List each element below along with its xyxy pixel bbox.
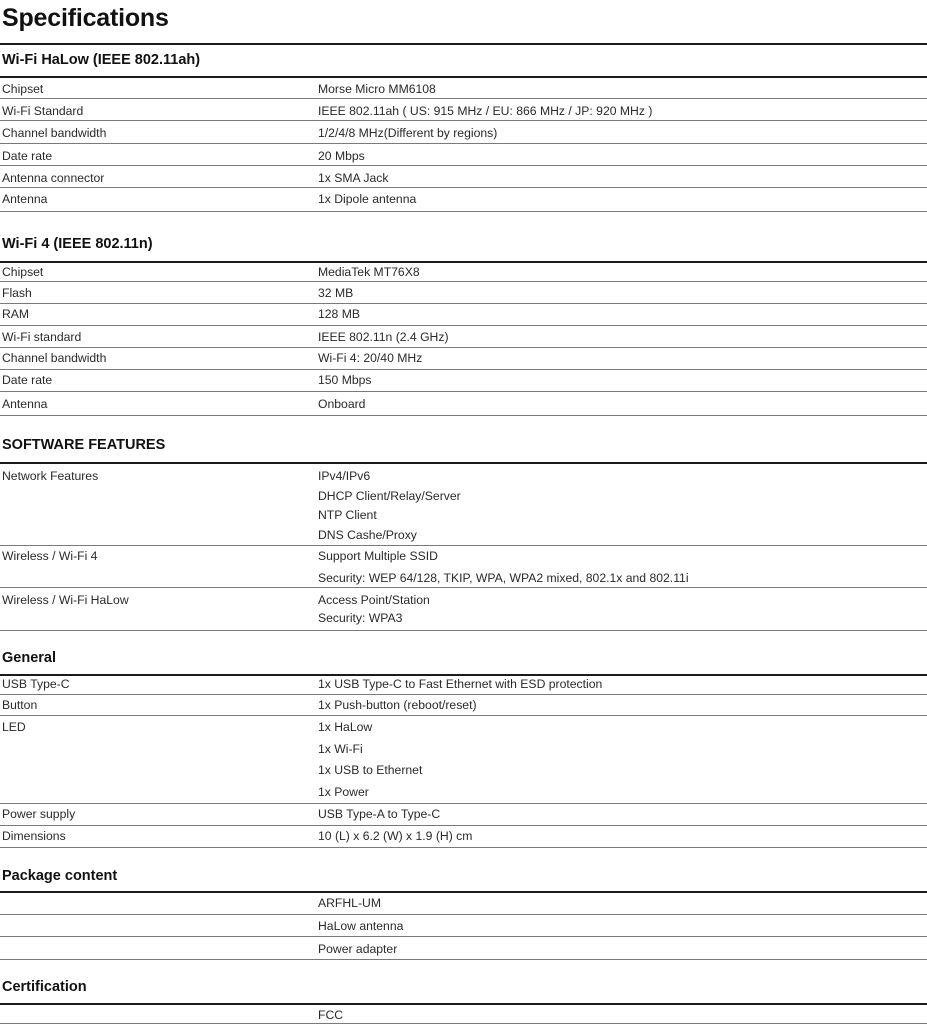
row-divider <box>0 803 927 804</box>
spec-value: NTP Client <box>318 508 377 522</box>
spec-value: 1x Wi-Fi <box>318 742 363 756</box>
spec-value: HaLow antenna <box>318 919 404 933</box>
spec-value: 1x Push-button (reboot/reset) <box>318 698 477 712</box>
spec-value: 20 Mbps <box>318 149 365 163</box>
section-heading-general: General <box>2 650 56 666</box>
spec-value: 10 (L) x 6.2 (W) x 1.9 (H) cm <box>318 829 473 843</box>
spec-label: LED <box>2 720 26 734</box>
spec-label: USB Type-C <box>2 677 70 691</box>
spec-label: Channel bandwidth <box>2 126 107 140</box>
row-divider <box>0 847 927 848</box>
spec-value: 1x HaLow <box>318 720 373 734</box>
row-divider <box>0 325 927 326</box>
spec-value: ARFHL-UM <box>318 896 381 910</box>
row-divider <box>0 545 927 546</box>
row-divider <box>0 630 927 631</box>
row-divider <box>0 391 927 392</box>
spec-label: RAM <box>2 307 30 321</box>
spec-value: IPv4/IPv6 <box>318 469 371 483</box>
section-divider <box>0 891 927 893</box>
spec-label: Chipset <box>2 82 44 96</box>
row-divider <box>0 165 927 166</box>
spec-value: DNS Cashe/Proxy <box>318 528 417 542</box>
spec-value: Security: WPA3 <box>318 611 403 625</box>
section-divider <box>0 76 927 78</box>
spec-label: Button <box>2 698 38 712</box>
row-divider <box>0 587 927 588</box>
section-divider <box>0 1003 927 1005</box>
spec-label: Network Features <box>2 469 99 483</box>
spec-value: 1x SMA Jack <box>318 171 389 185</box>
row-divider <box>0 303 927 304</box>
spec-value: Wi-Fi 4: 20/40 MHz <box>318 351 423 365</box>
spec-value: Access Point/Station <box>318 593 430 607</box>
spec-value: 32 MB <box>318 286 354 300</box>
spec-value: Security: WEP 64/128, TKIP, WPA, WPA2 mixed, 802.1x and 802.11i <box>318 571 689 585</box>
spec-value: IEEE 802.11n (2.4 GHz) <box>318 330 449 344</box>
title-divider <box>0 43 927 45</box>
spec-value: Morse Micro MM6108 <box>318 82 436 96</box>
spec-label: Wi-Fi standard <box>2 330 82 344</box>
spec-label: Wireless / Wi-Fi HaLow <box>2 593 129 607</box>
spec-value: 1x USB to Ethernet <box>318 763 423 777</box>
spec-value: IEEE 802.11ah ( US: 915 MHz / EU: 866 MHz / JP: 920 MHz ) <box>318 104 653 118</box>
section-heading-software-features: SOFTWARE FEATURES <box>2 437 166 453</box>
spec-label: Date rate <box>2 149 53 163</box>
spec-label: Antenna <box>2 192 48 206</box>
spec-value: Power adapter <box>318 942 398 956</box>
page-title: Specifications <box>2 4 169 32</box>
spec-label: Power supply <box>2 807 76 821</box>
spec-label: Antenna <box>2 397 48 411</box>
spec-value: 1x Power <box>318 785 369 799</box>
spec-value: 1x USB Type-C to Fast Ethernet with ESD protection <box>318 677 603 691</box>
row-divider <box>0 120 927 121</box>
spec-label: Wireless / Wi-Fi 4 <box>2 549 98 563</box>
row-divider <box>0 825 927 826</box>
spec-value: Onboard <box>318 397 366 411</box>
spec-value: MediaTek MT76X8 <box>318 265 420 279</box>
spec-label: Wi-Fi Standard <box>2 104 84 118</box>
row-divider <box>0 143 927 144</box>
row-divider <box>0 959 927 960</box>
row-divider <box>0 187 927 188</box>
spec-value: FCC <box>318 1008 344 1022</box>
row-divider <box>0 694 927 695</box>
row-divider <box>0 211 927 212</box>
section-divider <box>0 674 927 676</box>
spec-value: 1/2/4/8 MHz(Different by regions) <box>318 126 498 140</box>
spec-label: Date rate <box>2 373 53 387</box>
section-heading-certification: Certification <box>2 979 87 995</box>
row-divider <box>0 936 927 937</box>
row-divider <box>0 914 927 915</box>
row-divider <box>0 715 927 716</box>
row-divider <box>0 98 927 99</box>
section-heading-wi-fi-4-ieee-802-11n: Wi-Fi 4 (IEEE 802.11n) <box>2 236 153 252</box>
spec-value: 150 Mbps <box>318 373 372 387</box>
section-heading-wi-fi-halow-ieee-802-11ah: Wi-Fi HaLow (IEEE 802.11ah) <box>2 52 201 68</box>
spec-value: 128 MB <box>318 307 361 321</box>
row-divider <box>0 347 927 348</box>
row-divider <box>0 369 927 370</box>
section-heading-package-content: Package content <box>2 868 118 884</box>
spec-label: Dimensions <box>2 829 66 843</box>
spec-value: DHCP Client/Relay/Server <box>318 489 461 503</box>
spec-label: Antenna connector <box>2 171 105 185</box>
spec-label: Channel bandwidth <box>2 351 107 365</box>
section-divider <box>0 261 927 263</box>
section-divider <box>0 462 927 464</box>
spec-value: USB Type-A to Type-C <box>318 807 441 821</box>
spec-value: Support Multiple SSID <box>318 549 438 563</box>
row-divider <box>0 281 927 282</box>
spec-value: 1x Dipole antenna <box>318 192 417 206</box>
spec-label: Flash <box>2 286 32 300</box>
row-divider <box>0 415 927 416</box>
spec-label: Chipset <box>2 265 44 279</box>
